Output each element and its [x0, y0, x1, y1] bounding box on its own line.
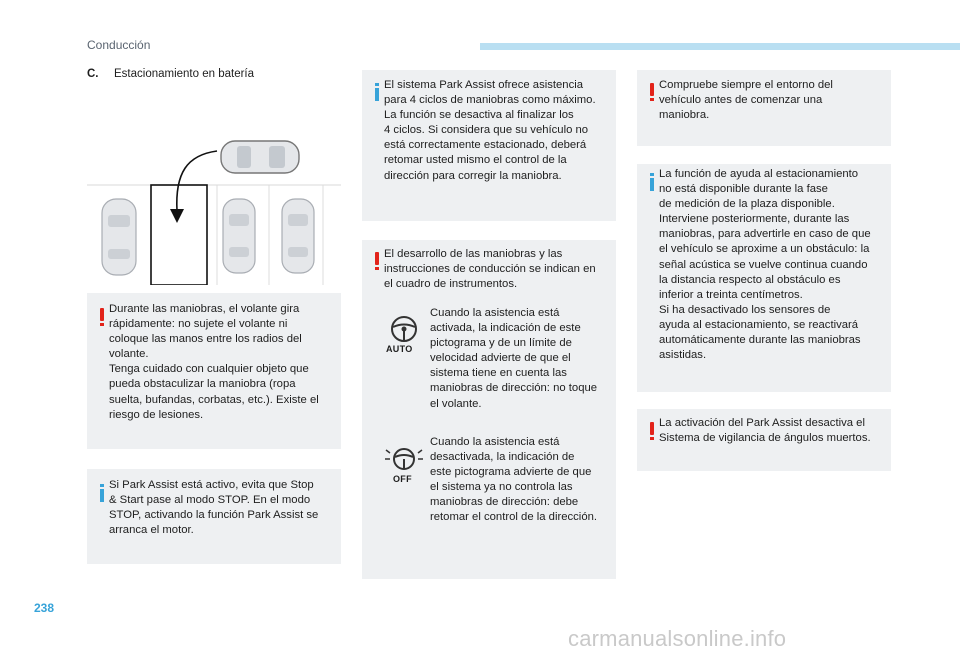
watermark: carmanualsonline.info	[568, 626, 787, 651]
off-label: OFF	[393, 474, 412, 484]
warning-text-surroundings: Compruebe siempre el entorno del vehículo antes de comenzar una maniobra.	[659, 79, 833, 122]
info-text-cycles: El sistema Park Assist ofrece asistencia para 4 ciclos de maniobras como máximo. La función se desactiva al finalizar los 4 ciclos. Si considera que su vehículo no está correctamente estacionado, deberá retomar usted mismo el control de la dirección para corregir la maniobra.	[384, 79, 596, 182]
heading-text: Estacionamiento en batería	[114, 68, 255, 80]
warning-text-instructions: El desarrollo de las maniobras y las instrucciones de conducción se indican en el cuadro de instrumentos.	[384, 248, 596, 291]
auto-description: Cuando la asistencia está activada, la indicación de este pictograma y de un límite de velocidad advierte de que el sistema tiene en cuenta las maniobras de dirección: no toque el volante.	[430, 307, 598, 410]
warning-box-blind-spot	[637, 409, 891, 471]
warning-icon	[95, 307, 109, 327]
warning-box-instructions	[362, 240, 616, 579]
warning-icon	[645, 421, 659, 441]
warning-text-steering: Durante las maniobras, el volante gira rápidamente: no sujete el volante ni coloque las manos entre los radios del volante. Tenga cuidado con cualquier objeto que pueda obstaculizar la maniobra (ropa suelta, bufandas, corbatas, etc.). Existe el riesgo de lesiones.	[109, 303, 319, 421]
info-icon	[645, 172, 659, 192]
warning-icon	[370, 251, 384, 271]
info-text-stop-start: Si Park Assist está activo, evita que Stop & Start pase al modo STOP. En el modo STOP, activando la función Park Assist se arranca el motor.	[109, 479, 319, 537]
info-text-parking-sensors: La función de ayuda al estacionamiento no está disponible durante la fase de medición de la plaza disponible. Interviene posteriormente, durante las maniobras, para advertirle en caso de que el vehículo se aproxime a un obstáculo: la señal acústica se vuelve continua cuando la distancia respecto al obstáculo es inferior a treinta centímetros. Si ha desactivado los sensores de ayuda al estacionamiento, se reactivará automáticamente durante las maniobras asistidas.	[659, 168, 871, 362]
page-number: 238	[34, 601, 55, 615]
section-heading	[87, 68, 254, 80]
info-box-parking-sensors	[637, 164, 891, 392]
parking-illustration	[87, 133, 341, 285]
auto-label: AUTO	[386, 344, 413, 354]
maneuvering-car	[221, 141, 299, 173]
info-box-stop-start	[87, 469, 341, 564]
warning-text-blind-spot: La activación del Park Assist desactiva el Sistema de vigilancia de ángulos muertos.	[659, 417, 871, 445]
header-bar	[480, 43, 960, 50]
info-icon	[95, 483, 109, 503]
heading-letter: C.	[87, 68, 99, 80]
warning-icon	[645, 82, 659, 102]
steering-wheel-off-icon	[384, 442, 424, 476]
info-box-cycles	[362, 70, 616, 221]
info-icon	[370, 82, 384, 102]
steering-auto-pictogram	[384, 312, 424, 358]
warning-box-steering	[87, 293, 341, 449]
parked-car-3	[282, 199, 314, 273]
steering-wheel-icon	[384, 312, 424, 346]
off-description: Cuando la asistencia está desactivada, la indicación de este pictograma advierte de que el sistema ya no controla las maniobras de dirección: debe retomar el control de la dirección.	[430, 436, 598, 524]
parked-car-2	[223, 199, 255, 273]
section-title: Conducción	[87, 38, 151, 52]
steering-off-pictogram	[384, 442, 424, 488]
parking-space	[151, 185, 207, 285]
parked-car-1	[102, 199, 136, 275]
warning-box-surroundings	[637, 70, 891, 146]
